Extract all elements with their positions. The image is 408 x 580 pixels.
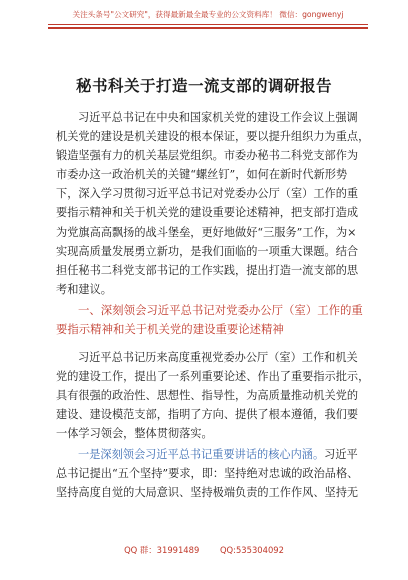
point-one-lead-tail: 习近平: [324, 448, 358, 461]
section-heading-1: [56, 301, 368, 339]
text-line: 锻造坚强有力的机关基层党组织。市委办秘书二科党支部作为: [56, 149, 359, 163]
text-line: 为党旗高高飘扬的战斗堡垒，更好地做好“三服务”工作，为×: [56, 225, 357, 239]
point-one-lead: 一是深刻领会习近平总书记重要讲话的核心内涵。: [78, 448, 325, 461]
page-footer: [0, 544, 408, 556]
document-title: 秘书科关于打造一流支部的调研报告: [75, 76, 332, 95]
paragraph-intro: [56, 108, 368, 299]
heading-line: 一、深刻领会习近平总书记对党委办公厅（室）工作的重: [78, 303, 363, 317]
heading-line: 要指示精神和关于机关党的建设重要论述精神: [56, 322, 284, 337]
text-line: 机关党的建设是机关建设的根本保证，要以提升组织力为重点，: [56, 130, 370, 144]
paragraph-point-one: [56, 445, 368, 502]
header-banner: 关注头条号"公文研究"，获得最新最全最专业的公文资料库！ 微信：gongwenyj: [72, 10, 344, 19]
footer-qq-group: QQ 群：31991489: [124, 545, 200, 555]
text-line: 习近平总书记历来高度重视党委办公厅（室）工作和机关: [78, 351, 358, 364]
text-line: 市委办这一政治机关的关键“螺丝钉”，如何在新时代新形势: [56, 168, 348, 182]
text-line: 下，深入学习贯彻习近平总书记对党委办公厅（室）工作的重: [56, 187, 359, 201]
header-rule-thin: [48, 24, 368, 25]
text-line: 要指示精神和关于机关党的建设重要论述精神，把支部打造成: [56, 206, 359, 220]
text-line: [56, 445, 368, 464]
text-line: 担任秘书二科党支部书记的工作实践，提出打造一流支部的思: [56, 263, 359, 277]
paragraph-section1-body: [56, 348, 368, 443]
text-line: 具有很强的政治性、思想性、指导性，为高质量推动机关党的: [56, 389, 359, 403]
text-line: 总书记提出“五个坚持”要求，即：坚持绝对忠诚的政治品格、: [56, 467, 359, 481]
text-line: 考和建议。: [56, 282, 112, 296]
text-line: 坚持高度自觉的大局意识、坚持极端负责的工作作风、坚持无: [56, 486, 359, 500]
text-line: 党的建设工作，提出了一系列重要论述、作出了重要指示批示，: [56, 370, 370, 384]
text-line: 一体学习领会，整体贯彻落实。: [56, 427, 213, 441]
text-line: 习近平总书记在中央和国家机关党的建设工作会议上强调: [78, 111, 358, 124]
text-line: 实现高质量发展勇立新功，是我们面临的一项重大课题。结合: [56, 244, 359, 258]
header-rule-thick: [48, 27, 368, 29]
text-line: 建设、建设模范支部，指明了方向、提供了根本遵循，我们要: [56, 408, 359, 422]
footer-qq: QQ:535304092: [219, 545, 284, 555]
